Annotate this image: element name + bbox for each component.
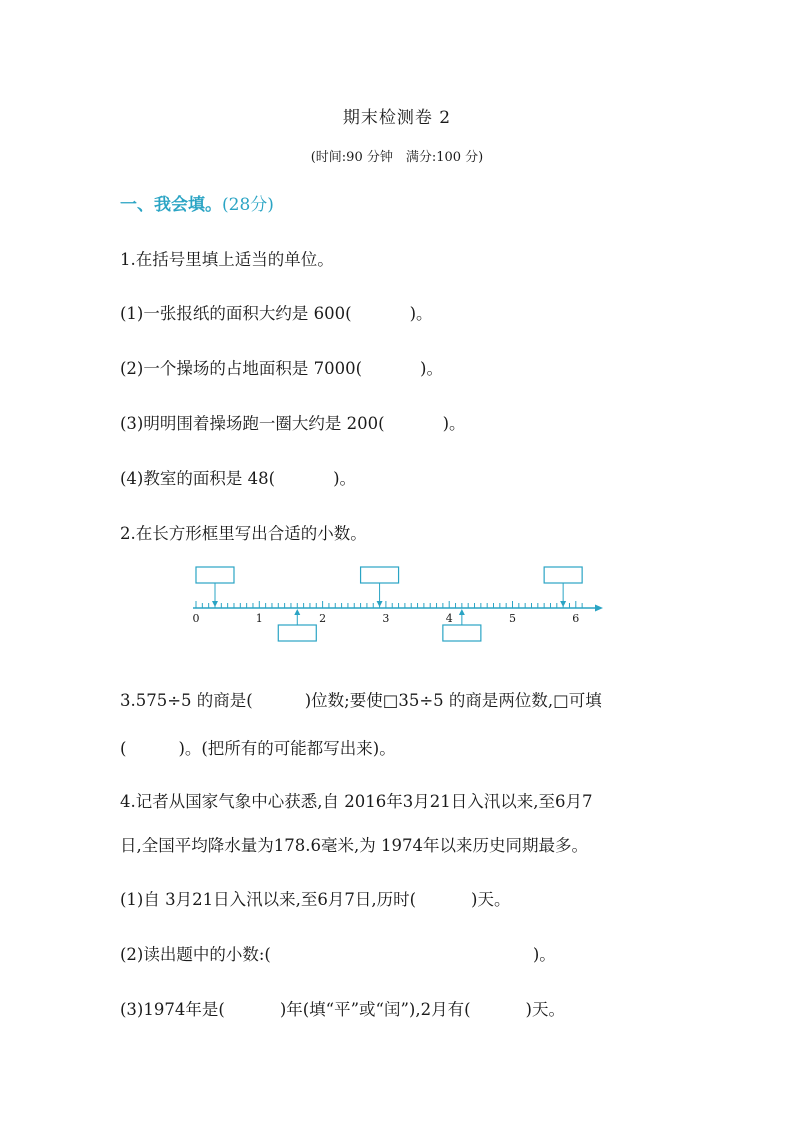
number-line-boxes bbox=[196, 567, 582, 641]
pointer-arrowhead bbox=[560, 601, 566, 607]
question-3-line-1 bbox=[120, 687, 602, 711]
item-text: (1)一张报纸的面积大约是 600( bbox=[120, 304, 352, 323]
number-line-label: 0 bbox=[192, 612, 200, 625]
q4-text: )年(填“平”或“闰”),2月有( bbox=[279, 1000, 471, 1019]
question-4-sub-1 bbox=[120, 886, 510, 910]
item-text: )。 bbox=[442, 414, 466, 433]
exam-info: (时间:90 分钟 满分:100 分) bbox=[310, 150, 484, 165]
q3-text: ( bbox=[120, 739, 127, 758]
q4-text: (2)读出题中的小数:( bbox=[120, 945, 271, 964]
pointer-arrowhead bbox=[212, 601, 218, 607]
q3-text: 3.575÷5 的商是( bbox=[120, 691, 253, 710]
section-heading-text: 一、我会填。 bbox=[120, 195, 222, 215]
number-line-labels bbox=[193, 612, 580, 625]
item-text: )。 bbox=[420, 359, 443, 378]
item-text: (4)教室的面积是 48( bbox=[120, 469, 276, 488]
answer-box[interactable] bbox=[278, 625, 316, 641]
number-line-label: 1 bbox=[255, 612, 263, 625]
number-line-label: 2 bbox=[319, 612, 327, 625]
q4-text: )天。 bbox=[525, 1000, 565, 1019]
q4-text: (3)1974年是( bbox=[120, 1000, 225, 1019]
question-4-sub-2 bbox=[120, 941, 556, 965]
question-4-sub-3 bbox=[120, 996, 565, 1020]
question-4-line-2: 日,全国平均降水量为178.6毫米,为 1974年以来历史同期最多。 bbox=[120, 836, 588, 855]
answer-box[interactable] bbox=[196, 567, 234, 583]
number-line-label: 3 bbox=[382, 612, 390, 625]
q4-text: )。 bbox=[532, 945, 556, 964]
number-line-label: 4 bbox=[445, 612, 453, 625]
q3-text: )。(把所有的可能都写出来)。 bbox=[178, 739, 396, 758]
number-line-label: 6 bbox=[572, 612, 580, 625]
number-line-label: 5 bbox=[509, 612, 516, 625]
item-text: )。 bbox=[333, 469, 356, 488]
q4-text: (1)自 3月21日入汛以来,至6月7日,历时( bbox=[120, 890, 417, 909]
question-2-stem: 2.在长方形框里写出合适的小数。 bbox=[120, 524, 367, 543]
item-text: (3)明明围着操场跑一圈大约是 200( bbox=[120, 414, 385, 433]
question-3-line-2 bbox=[120, 735, 396, 759]
pointer-arrowhead bbox=[294, 609, 300, 615]
answer-box[interactable] bbox=[544, 567, 582, 583]
pointer-arrowhead bbox=[459, 609, 465, 615]
answer-box[interactable] bbox=[361, 567, 399, 583]
number-line-ticks bbox=[196, 601, 582, 608]
question-1-stem: 1.在括号里填上适当的单位。 bbox=[120, 250, 334, 269]
section-score: (28分) bbox=[222, 195, 274, 215]
q4-text: )天。 bbox=[471, 890, 511, 909]
q3-text: )位数;要使□35÷5 的商是两位数,□可填 bbox=[304, 691, 602, 710]
question-4-line-1: 4.记者从国家气象中心获悉,自 2016年3月21日入汛以来,至6月7 bbox=[120, 792, 593, 811]
page-title: 期末检测卷 2 bbox=[342, 108, 452, 128]
item-text: )。 bbox=[409, 304, 433, 323]
pointer-arrowhead bbox=[377, 601, 383, 607]
item-text: (2)一个操场的占地面积是 7000( bbox=[120, 359, 363, 378]
answer-box[interactable] bbox=[443, 625, 481, 641]
axis-arrowhead bbox=[595, 605, 603, 612]
